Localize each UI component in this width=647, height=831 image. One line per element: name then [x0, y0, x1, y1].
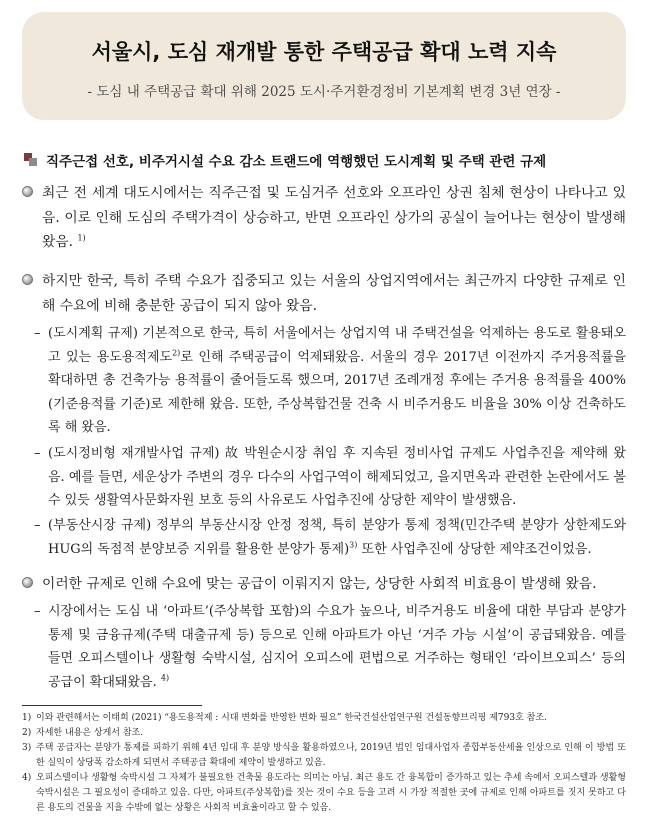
bullet-text: 하지만 한국, 특히 주택 수요가 집중되고 있는 서울의 상업지역에서는 최근까지 다양한 규제로 인해 수요에 비해 충분한 공급이 되지 않아 왔음.: [42, 273, 626, 314]
dash-marker: –: [34, 518, 41, 533]
sub-item: [34, 600, 626, 694]
footnote-text: 주택 공급자는 분양가 통제를 피하기 위해 4년 임대 후 분양 방식을 활용하였으나, 2019년 법인 임대사업자 종합부동산세율 인상으로 인해 이 방법 또한 실익이 상당폭 감소하게 되면서 주택공급 확대에 제약이 발생하고 있음.: [36, 743, 626, 768]
footnote-text: 오피스텔이나 생활형 숙박시설 그 자체가 불필요한 건축물 용도라는 의미는 아님. 최근 용도 간 융복합이 증가하고 있는 추세 속에서 오피스텔과 생활형 숙박시설은 그 필요성이 증대하고 있음. 다만, 아파트(주상복합)를 짓는 것이 수요 등을 고려 시 가장 적절한 곳에 규제로 인해 아파트를 짓지 못하고 다른 용도의 건물을 지을 수밖에 없는 상황은 사회적 비효율이라고 할 수 있음.: [36, 773, 626, 813]
section-square-icon: [24, 153, 37, 166]
footnote: [22, 771, 626, 816]
footnote-text: 이와 관련해서는 이태희 (2021) “용도용적제 : 시대 변화를 반영한 변화 필요” 한국건설산업연구원 건설동향브리핑 제793호 참조.: [36, 713, 547, 723]
page-subtitle: - 도심 내 주택공급 확대 위해 2025 도시·주거환경정비 기본계획 변경 3년 연장 -: [87, 84, 561, 100]
footnote-ref: 4): [160, 673, 170, 683]
sub-item: [34, 322, 626, 440]
footnote-ref: 3): [349, 540, 358, 550]
footnotes: [22, 711, 626, 816]
footnote-text: 자세한 내용은 상게서 참조.: [36, 728, 144, 738]
footnote: [22, 741, 626, 771]
bullet-text: 최근 전 세계 대도시에서는 직주근접 및 도심거주 선호와 오프라인 상권 침체 현상이 나타나고 있음. 이로 인해 도심의 주택가격이 상승하고, 반면 오프라인 상가의 공실이 늘어나는 현상이 발생해 왔음. $^{1)}$: [42, 185, 626, 250]
bullet-text: 이러한 규제로 인해 수요에 맞는 공급이 이뤄지지 않는, 상당한 사회적 비효용이 발생해 왔음.: [42, 576, 597, 592]
footnote-ref: 1): [77, 233, 86, 243]
bullet-dot-icon: [22, 274, 33, 285]
bullet-item: [22, 572, 626, 597]
bullet-item: [22, 269, 626, 318]
footnote-number: 4): [22, 773, 32, 783]
section-header: [24, 150, 624, 170]
sub-item: [34, 442, 626, 513]
bullet-item: [22, 181, 626, 255]
sub-item-text: 시장에서는 도심 내 ‘아파트’(주상복합 포함)의 수요가 높으나, 비주거용도 비율에 대한 부담과 분양가 통제 및 금융규제(주택 대출규제 등) 등으로 인해 아파트가 아닌 ‘거주 가능 시설’이 공급돼왔음. 예를 들면 오피스텔이나 생활형 숙박시설, 심지어 오피스에 편법으로 거주하는 형태인 ‘라이브오피스’ 등의 공급이 확대돼왔음. $^{4)}$: [48, 604, 626, 690]
footnote: [22, 726, 626, 741]
footnote-ref: 2): [172, 348, 181, 358]
dash-marker: –: [34, 604, 41, 619]
dash-marker: –: [34, 326, 41, 341]
footnote-number: 3): [22, 743, 32, 753]
bullet-dot-icon: [22, 577, 33, 588]
footnote-divider: [22, 705, 202, 706]
sub-item-text: (도시계획 규제) 기본적으로 한국, 특히 서울에서는 상업지역 내 주택건설을 억제하는 용도로 활용돼오고 있는 용도용적제도$^{2)}$로 인해 주택공급이 억제돼왔음. 서울의 경우 2017년 이전까지 주거용적률을 확대하면 총 건축가능 용적률이 줄어들도록 했으며, 2017년 조례개정 후에는 주거용 용적률을 400%(기준용적률 기준)로 제한해 왔음. 또한, 주상복합건물 건축 시 비주거용도 비율을 30% 이상 건축하도록 해 왔음.: [48, 326, 626, 435]
page-title: 서울시, 도심 재개발 통한 주택공급 확대 노력 지속: [91, 40, 557, 64]
footnote-number: 1): [22, 713, 32, 723]
bullet-dot-icon: [22, 186, 33, 197]
sub-item: [34, 514, 626, 561]
dash-marker: –: [34, 446, 41, 461]
section-title: 직주근접 선호, 비주거시설 수요 감소 트랜드에 역행했던 도시계획 및 주택 관련 규제: [46, 154, 547, 170]
sub-item-text: (부동산시장 규제) 정부의 부동산시장 안정 정책, 특히 분양가 통제 정책(민간주택 분양가 상한제도와 HUG의 독점적 분양보증 지위를 활용한 분양가 통제)$^{3)}$ 또한 사업추진에 상당한 제약조건이었음.: [48, 518, 626, 557]
title-banner: [22, 12, 626, 120]
footnote: [22, 711, 626, 726]
footnote-number: 2): [22, 728, 32, 738]
sub-item-text: (도시정비형 재개발사업 규제) 故 박원순시장 취임 후 지속된 정비사업 규제도 사업추진을 제약해 왔음. 예를 들면, 세운상가 주변의 경우 다수의 사업구역이 해제되었고, 을지면옥과 관련한 논란에서도 볼 수 있듯 생활역사문화자원 보호 등의 사유로도 사업추진에 상당한 제약이 발생했음.: [48, 446, 626, 508]
